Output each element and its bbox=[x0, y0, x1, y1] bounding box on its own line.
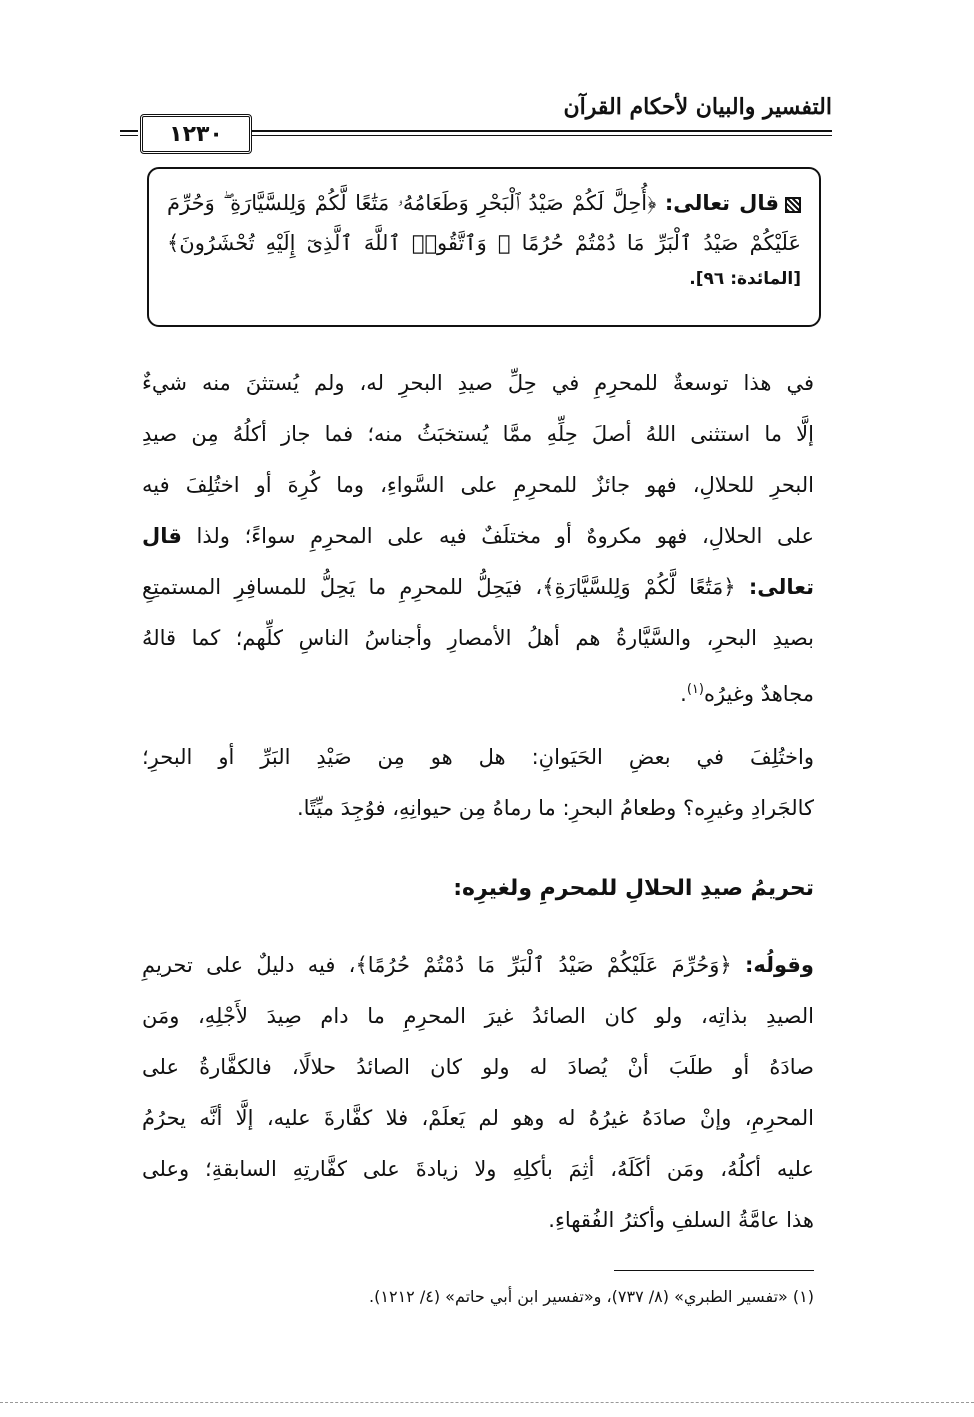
paragraph-3 bbox=[142, 940, 814, 1246]
verse-line-2: عَلَيْكُمْ صَيْدُ ٱلْبَرِّ مَا دُمْتُمْ حُرُمًا ۗ وَٱتَّقُوا۟ ٱللَّهَ ٱلَّذِىٓ إِلَيْهِ تُحْشَرُونَ﴾ bbox=[167, 231, 801, 255]
paragraph-1-line bbox=[142, 511, 814, 562]
paragraph-1-line: البحرِ للحلالِ، فهو جائزٌ للمحرِمِ على السَّواءِ، وما كُرِهَ أو اختُلِفَ فيه bbox=[142, 473, 814, 497]
section-heading: تحريمُ صيدِ الحلالِ للمحرمِ ولغيرِه: bbox=[453, 876, 814, 901]
paragraph-3-line: عليه أكلُهُ، ومَن أكَلَهُ، أثِمَ بأكلِهِ ولا زيادةَ على كفَّارتِهِ السابقةِ؛ وعلى bbox=[142, 1157, 814, 1181]
paragraph-3-line bbox=[142, 940, 814, 991]
scan-edge bbox=[0, 1402, 974, 1417]
paragraph-3-lead: وقولُه: bbox=[745, 953, 814, 977]
verse-reference: [المائدة: ٩٦]. bbox=[689, 269, 801, 289]
paragraph-3-line: هذا عامَّةُ السلفِ وأكثرُ الفُقهاءِ. bbox=[548, 1208, 814, 1232]
paragraph-1-text: ﴿مَتَٰعًا لَّكُمْ وَلِلسَّيَّارَةِ﴾، فيَحِلُّ للمحرِمِ ما يَحِلُّ للمسافِرِ المستمتِعِ bbox=[142, 575, 736, 599]
header-rule-left bbox=[120, 130, 138, 132]
quran-verse-box bbox=[147, 167, 821, 327]
verse-text-1: ﴿أُحِلَّ لَكُمْ صَيْدُ ٱلْبَحْرِ وَطَعَامُهُۥ مَتَٰعًا لَّكُمْ وَلِلسَّيَّارَةِ ۖ وَحُرِّمَ bbox=[167, 191, 657, 215]
paragraph-1-text: على الحلالِ، فهو مكروهٌ أو مختلَفٌ فيه على المحرِمِ سواءً؛ ولذا bbox=[196, 524, 814, 548]
paragraph-1-text: مجاهدٌ وغيرُه bbox=[703, 682, 814, 706]
footnote: (١) «تفسير الطبري» (٨/ ٧٣٧)، و«تفسير ابن أبي حاتم» (٤/ ١٢١٢). bbox=[369, 1287, 814, 1306]
ornament-icon bbox=[785, 197, 801, 213]
footnote-separator bbox=[614, 1270, 814, 1271]
paragraph-3-text: ﴿وَحُرِّمَ عَلَيْكُمْ صَيْدُ ٱلْبَرِّ مَا دُمْتُمْ حُرُمًا﴾، فيه دليلٌ على تحريمِ bbox=[142, 953, 732, 977]
book-title: التفسير والبيان لأحكام القرآن bbox=[563, 94, 832, 120]
paragraph-2-line: واختُلِفَ في بعضِ الحَيَوانِ: هل هو مِن صَيْدِ البَرِّ أو البحرِ؛ bbox=[142, 745, 814, 769]
page-header bbox=[120, 92, 832, 152]
verse-lead: قال تعالى: bbox=[664, 191, 779, 215]
paragraph-3-line: صادَهُ أو طلَبَ أنْ يُصادَ له ولو كان الصائدُ حلالًا، فالكفَّارةُ على bbox=[142, 1055, 814, 1079]
paragraph-1-line: بصيدِ البحرِ، والسَّيَّارةُ هم أهلُ الأمصارِ وأجناسُ الناسِ كلِّهم؛ كما قالهُ bbox=[142, 626, 814, 650]
paragraph-1-line: إلَّا ما استثنى اللهُ أصلَ حِلِّهِ ممَّا يُستخبَثُ منه؛ فما جاز أكلُهُ مِن صيدِ bbox=[142, 422, 814, 446]
paragraph-3-line: الصيدِ بذاتِه، ولو كان الصائدُ غيرَ المحرِمِ ما دام صِيدَ لأَجْلِهِ، ومَن bbox=[142, 1004, 814, 1028]
paragraph-1-end: . bbox=[680, 682, 687, 706]
bold-qala: قال bbox=[142, 524, 182, 548]
header-rule bbox=[248, 130, 832, 132]
bold-taala: تعالى: bbox=[748, 575, 814, 599]
paragraph-1-line bbox=[142, 664, 814, 720]
footnote-marker[interactable]: (١) bbox=[686, 682, 704, 697]
paragraph-2-line: كالجَرادِ وغيرِه؟ وطعامُ البحرِ: ما رماهُ مِن حيوانِهِ، فوُجِدَ ميِّتًا. bbox=[296, 796, 814, 820]
paragraph-3-line: المحرِمِ، وإنْ صادَهُ غيرُهُ له وهو لم يَعلَمْ، فلا كفَّارةَ عليه، إلَّا أنَّه يحرُمُ bbox=[142, 1106, 814, 1130]
paragraph-1-line: في هذا توسعةٌ للمحرِمِ في حِلِّ صيدِ البحرِ له، ولم يُستثنَ منه شيءٌ bbox=[142, 371, 814, 395]
paragraph-1 bbox=[142, 358, 814, 720]
header-rule-thin bbox=[248, 135, 832, 136]
paragraph-2 bbox=[142, 732, 814, 834]
page-number: ١٢٣٠ bbox=[140, 114, 252, 154]
header-rule-left-thin bbox=[120, 135, 138, 136]
verse-line-1 bbox=[167, 183, 801, 223]
paragraph-1-line bbox=[142, 562, 814, 613]
